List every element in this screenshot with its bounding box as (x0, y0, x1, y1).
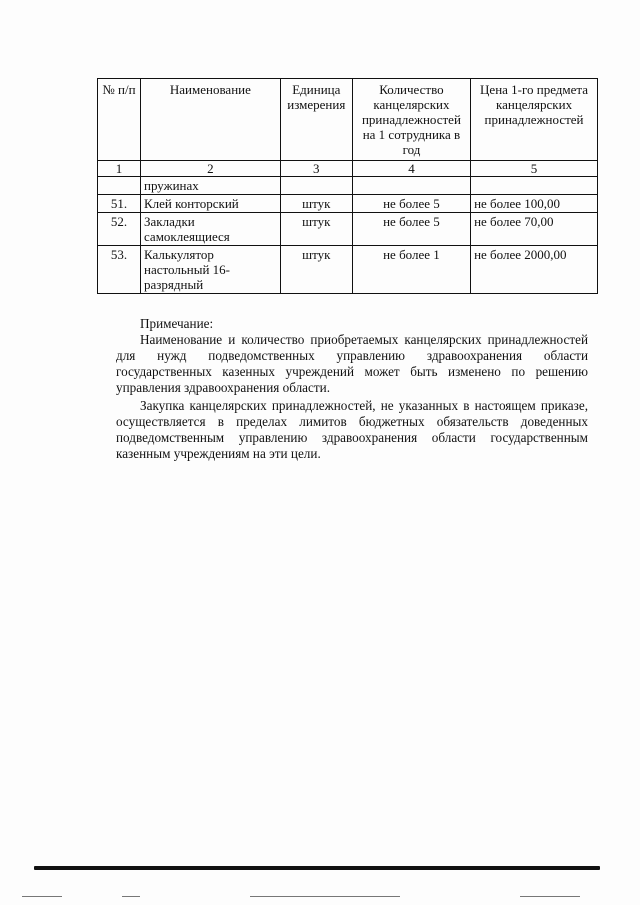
header-price: Цена 1-го предмета канцелярских принадлежностей (471, 79, 598, 161)
column-number: 3 (280, 161, 352, 177)
item-unit: штук (280, 246, 352, 294)
note-section (116, 316, 588, 464)
item-quantity: не более 5 (352, 195, 470, 213)
table-cell (98, 177, 141, 195)
item-price: не более 100,00 (471, 195, 598, 213)
table-row (98, 195, 598, 213)
scan-artifact (520, 896, 580, 897)
header-number: № п/п (98, 79, 141, 161)
header-name: Наименование (141, 79, 281, 161)
table-cell (352, 177, 470, 195)
column-number: 5 (471, 161, 598, 177)
header-quantity: Количество канцелярских принадлежностей на 1 сотрудника в год (352, 79, 470, 161)
item-unit: штук (280, 213, 352, 246)
scan-artifact (250, 896, 400, 897)
scan-artifact (22, 896, 62, 897)
continuation-text: пружинах (141, 177, 281, 195)
table-row-continuation (98, 177, 598, 195)
item-name: Клей конторский (141, 195, 281, 213)
table-cell (471, 177, 598, 195)
item-name: Закладки самоклеящиеся (141, 213, 281, 246)
note-title: Примечание: (140, 316, 214, 331)
column-number-row (98, 161, 598, 177)
bottom-rule (34, 866, 600, 870)
supplies-table (97, 78, 598, 294)
table-header-row (98, 79, 598, 161)
note-paragraph: Закупка канцелярских принадлежностей, не указанных в настоящем приказе, осуществляется в пределах лимитов бюджетных обязательств доведенных подведомственным управлению здравоохранения области государственным казенным учреждениям на эти цели. (116, 398, 588, 461)
column-number: 4 (352, 161, 470, 177)
row-number: 52. (98, 213, 141, 246)
table-cell (280, 177, 352, 195)
item-price: не более 2000,00 (471, 246, 598, 294)
header-unit: Единица измерения (280, 79, 352, 161)
note-paragraph: Наименование и количество приобретаемых канцелярских принадлежностей для нужд подведомственных управлению здравоохранения области государственных казенных учреждений может быть изменено по решению управления здравоохранения области. (116, 332, 588, 395)
column-number: 2 (141, 161, 281, 177)
item-quantity: не более 5 (352, 213, 470, 246)
item-name: Калькулятор настольный 16-разрядный (141, 246, 281, 294)
item-price: не более 70,00 (471, 213, 598, 246)
item-unit: штук (280, 195, 352, 213)
row-number: 53. (98, 246, 141, 294)
table-row (98, 213, 598, 246)
item-quantity: не более 1 (352, 246, 470, 294)
scan-artifact (122, 896, 140, 897)
table-row (98, 246, 598, 294)
row-number: 51. (98, 195, 141, 213)
column-number: 1 (98, 161, 141, 177)
